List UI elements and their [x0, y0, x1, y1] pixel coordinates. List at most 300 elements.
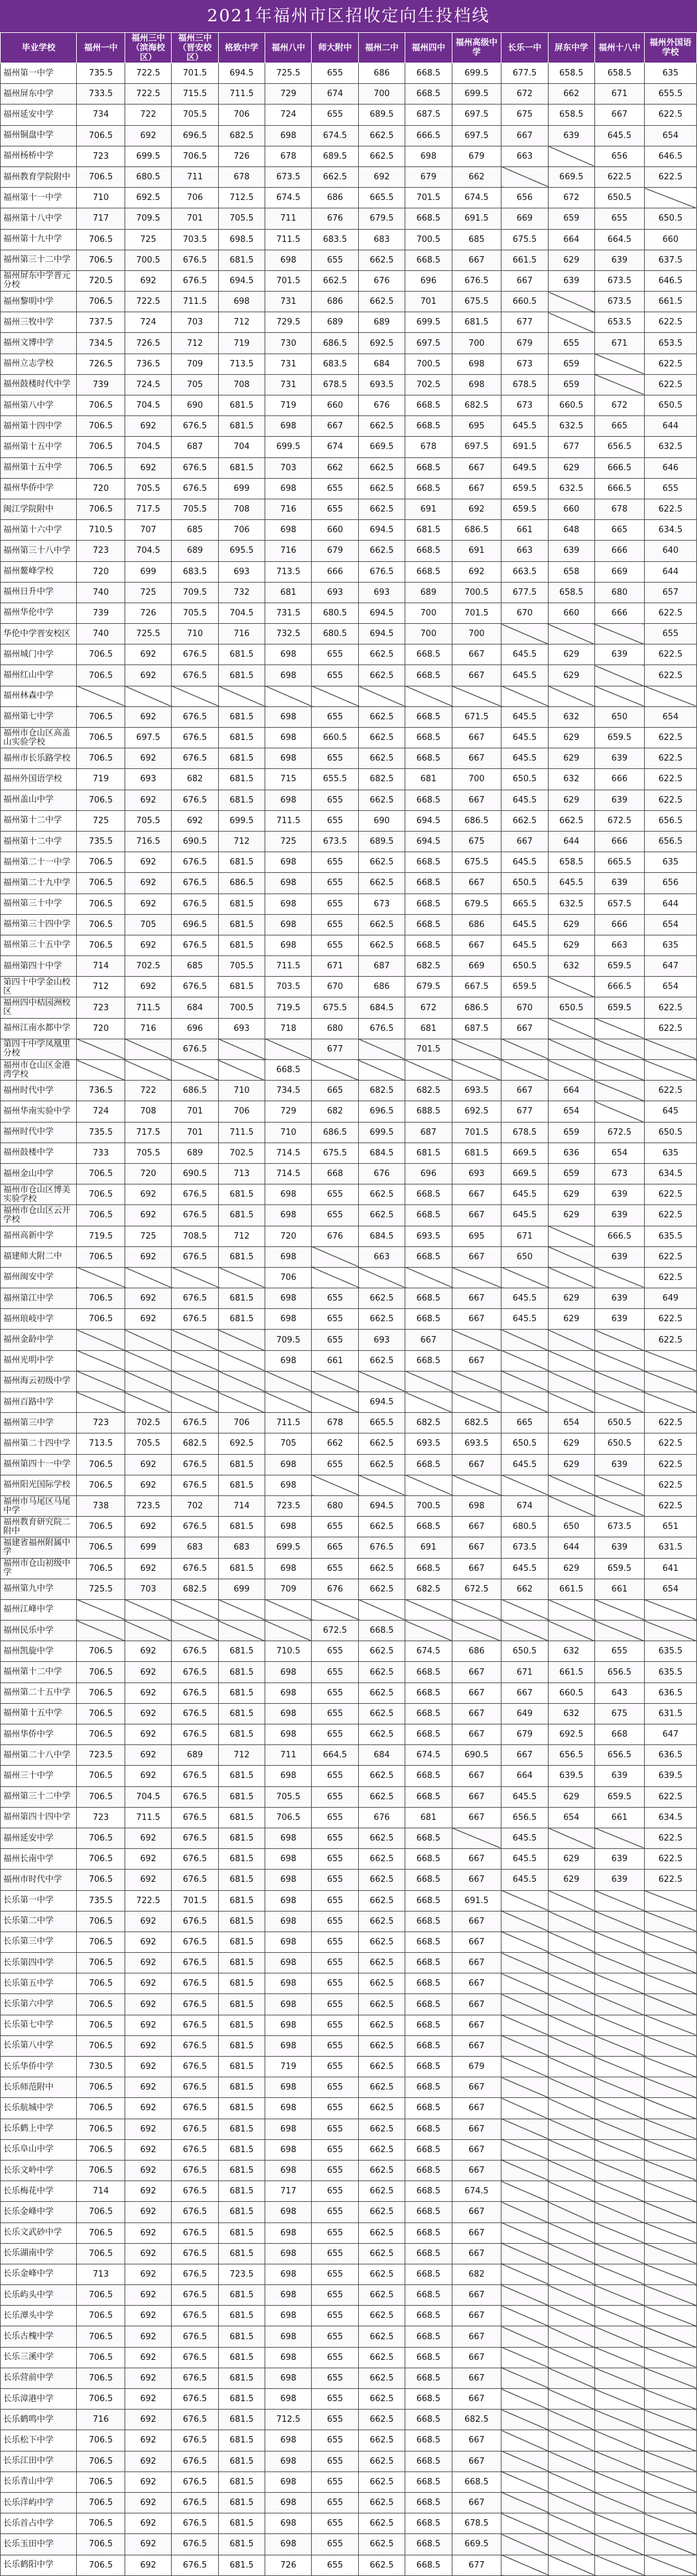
- score-cell: 668.5: [405, 1870, 452, 1890]
- score-cell: 668.5: [405, 2098, 452, 2119]
- score-cell: [265, 1621, 312, 1641]
- score-cell: 649.5: [501, 457, 548, 478]
- table-row: [1, 1745, 697, 1766]
- score-cell: 676.5: [172, 1828, 218, 1848]
- score-cell: 674.5: [405, 1641, 452, 1662]
- score-cell: 701.5: [405, 188, 452, 208]
- score-cell: 655: [312, 1205, 358, 1226]
- table-row: [1, 2389, 697, 2410]
- score-cell: 719.5: [77, 1226, 125, 1246]
- score-cell: [594, 2410, 644, 2430]
- score-cell: 676.5: [172, 1932, 218, 1952]
- score-cell: 692: [125, 1184, 171, 1205]
- score-cell: 662.5: [358, 2160, 405, 2181]
- score-cell: 672.5: [594, 1122, 644, 1143]
- score-cell: 723: [77, 1807, 125, 1828]
- score-cell: [594, 374, 644, 395]
- score-cell: [452, 1621, 501, 1641]
- score-cell: [594, 2471, 644, 2492]
- score-cell: 701.5: [405, 1039, 452, 1059]
- score-cell: [312, 1475, 358, 1495]
- score-cell: 676.5: [172, 2410, 218, 2430]
- score-cell: [405, 1475, 452, 1495]
- score-cell: 719.5: [265, 997, 312, 1018]
- score-cell: 682.5: [452, 395, 501, 416]
- score-cell: 693: [358, 582, 405, 603]
- score-cell: 691.5: [452, 1890, 501, 1911]
- score-cell: 706.5: [77, 416, 125, 437]
- score-cell: 682.5: [172, 1433, 218, 1454]
- score-cell: 696: [405, 1163, 452, 1184]
- score-cell: 733.5: [77, 84, 125, 105]
- score-cell: 692: [125, 457, 171, 478]
- score-cell: 650.5: [644, 1122, 696, 1143]
- score-cell: 655: [594, 1641, 644, 1662]
- table-body: [1, 63, 697, 2576]
- score-cell: 622.5: [644, 312, 696, 333]
- score-cell: 706.5: [77, 2160, 125, 2181]
- score-cell: 684: [358, 354, 405, 374]
- score-cell: 639: [594, 1454, 644, 1475]
- score-cell: 668.5: [405, 2222, 452, 2243]
- score-cell: 669.5: [548, 166, 594, 187]
- table-row: [1, 1890, 697, 1911]
- score-cell: 668.5: [405, 1454, 452, 1475]
- score-cell: 673: [594, 1163, 644, 1184]
- score-cell: 695.5: [218, 541, 265, 561]
- score-cell: 655: [312, 644, 358, 665]
- score-cell: 710: [218, 1081, 265, 1101]
- score-cell: 686.5: [312, 333, 358, 354]
- score-cell: 692: [125, 894, 171, 914]
- score-cell: 655: [644, 478, 696, 499]
- score-cell: 692: [125, 1246, 171, 1267]
- score-cell: 680.5: [125, 166, 171, 187]
- table-row: [1, 1641, 697, 1662]
- score-cell: 677.5: [501, 63, 548, 84]
- score-cell: 682: [172, 769, 218, 790]
- score-cell: 681.5: [218, 1517, 265, 1537]
- score-cell: 694.5: [405, 831, 452, 852]
- score-cell: 645.5: [501, 1454, 548, 1475]
- table-row: [1, 125, 697, 146]
- score-cell: 668.5: [405, 2326, 452, 2347]
- score-cell: 698: [265, 416, 312, 437]
- school-name-cell: 长乐古槐中学: [1, 2326, 77, 2347]
- score-cell: 645.5: [501, 1558, 548, 1579]
- score-cell: 645.5: [594, 125, 644, 146]
- school-name-cell: 福州光明中学: [1, 1350, 77, 1371]
- score-cell: 668.5: [405, 2139, 452, 2160]
- score-cell: 724.5: [125, 374, 171, 395]
- score-cell: [218, 686, 265, 706]
- score-cell: 682.5: [452, 2410, 501, 2430]
- score-cell: 706.5: [77, 1184, 125, 1205]
- score-cell: 674.5: [312, 125, 358, 146]
- school-name-cell: 长乐湖南中学: [1, 2243, 77, 2264]
- score-cell: 681.5: [218, 2139, 265, 2160]
- score-cell: 692: [125, 1475, 171, 1495]
- score-cell: 681.5: [218, 1870, 265, 1890]
- score-cell: 692: [125, 1994, 171, 2015]
- score-cell: 636: [548, 1143, 594, 1163]
- score-cell: 634.5: [644, 520, 696, 541]
- score-cell: 676.5: [172, 1786, 218, 1807]
- score-cell: 648: [548, 520, 594, 541]
- score-cell: 682: [452, 2264, 501, 2284]
- score-cell: 681.5: [218, 2534, 265, 2555]
- table-row: [1, 2139, 697, 2160]
- score-cell: 676: [358, 1163, 405, 1184]
- table-row: [1, 2098, 697, 2119]
- score-cell: [594, 1101, 644, 1122]
- score-cell: 663: [501, 146, 548, 166]
- score-cell: 655: [312, 1184, 358, 1205]
- score-cell: 666: [312, 561, 358, 582]
- school-name-cell: 福州第十二中学: [1, 1662, 77, 1682]
- page-title: 2021年福州市区招收定向生投档线: [0, 0, 697, 32]
- score-cell: [77, 686, 125, 706]
- score-cell: [358, 1060, 405, 1081]
- score-cell: 666: [594, 831, 644, 852]
- table-row: [1, 2119, 697, 2139]
- score-cell: 667: [452, 1973, 501, 1994]
- school-name-cell: 福州金龄中学: [1, 1330, 77, 1350]
- score-cell: 660: [312, 520, 358, 541]
- score-cell: 711.5: [265, 956, 312, 977]
- score-cell: 622.5: [644, 1849, 696, 1870]
- score-cell: 731: [265, 374, 312, 395]
- school-name-cell: 福州第八中学: [1, 395, 77, 416]
- score-cell: 655: [312, 1953, 358, 1973]
- table-row: [1, 270, 697, 291]
- score-cell: 662.5: [358, 1932, 405, 1952]
- score-cell: 681.5: [218, 1184, 265, 1205]
- score-cell: 706.5: [77, 914, 125, 935]
- score-cell: 681.5: [218, 2513, 265, 2534]
- school-name-cell: 福州鼓楼时代中学: [1, 374, 77, 395]
- score-cell: 706.5: [77, 2119, 125, 2139]
- score-cell: 666.5: [594, 457, 644, 478]
- score-cell: 657.5: [594, 894, 644, 914]
- score-cell: 734.5: [77, 333, 125, 354]
- score-cell: 698: [265, 914, 312, 935]
- score-cell: 650: [594, 706, 644, 727]
- school-name-cell: 福州第三十二中学: [1, 250, 77, 270]
- score-cell: 735.5: [77, 1890, 125, 1911]
- score-cell: 681.5: [218, 914, 265, 935]
- table-row: [1, 582, 697, 603]
- school-name-cell: 长乐第一中学: [1, 1890, 77, 1911]
- score-cell: 698: [265, 1246, 312, 1267]
- score-cell: 720.5: [77, 270, 125, 291]
- score-cell: 681.5: [218, 1558, 265, 1579]
- score-cell: 668.5: [405, 2430, 452, 2451]
- score-cell: 655: [312, 852, 358, 873]
- score-cell: 656: [501, 188, 548, 208]
- score-cell: 720: [77, 478, 125, 499]
- score-cell: 692: [125, 1205, 171, 1226]
- school-name-cell: 福州杨桥中学: [1, 146, 77, 166]
- score-cell: 655: [312, 2098, 358, 2119]
- score-cell: 732.5: [265, 624, 312, 644]
- score-cell: 725.5: [265, 63, 312, 84]
- score-cell: 668.5: [405, 541, 452, 561]
- score-cell: 681.5: [218, 1890, 265, 1911]
- school-name-cell: 第四十中学金山校区: [1, 977, 77, 997]
- score-cell: 706.5: [77, 292, 125, 312]
- score-cell: 655: [312, 2181, 358, 2202]
- score-cell: 668.5: [405, 748, 452, 769]
- score-cell: [501, 1994, 548, 2015]
- score-cell: 684.5: [358, 1143, 405, 1163]
- score-cell: 723: [77, 541, 125, 561]
- score-cell: 676.5: [172, 1662, 218, 1682]
- score-cell: 662.5: [358, 2181, 405, 2202]
- score-cell: [77, 1599, 125, 1620]
- school-name-cell: 长乐第四中学: [1, 1953, 77, 1973]
- score-cell: 664.5: [594, 229, 644, 250]
- table-row: [1, 2471, 697, 2492]
- table-row: [1, 665, 697, 686]
- score-cell: 692: [125, 2555, 171, 2575]
- score-cell: 676.5: [172, 1246, 218, 1267]
- score-cell: 706.5: [77, 2492, 125, 2513]
- score-cell: 681.5: [218, 2057, 265, 2077]
- score-cell: 698: [265, 935, 312, 955]
- score-cell: 622.5: [644, 1205, 696, 1226]
- score-cell: [594, 2451, 644, 2471]
- score-cell: 692.5: [548, 1724, 594, 1745]
- score-cell: 725: [77, 810, 125, 831]
- score-cell: 655: [312, 1890, 358, 1911]
- score-cell: [501, 2202, 548, 2222]
- score-cell: 656: [594, 146, 644, 166]
- score-cell: 640: [644, 541, 696, 561]
- score-cell: 733: [77, 1143, 125, 1163]
- score-cell: 702.5: [218, 1143, 265, 1163]
- score-cell: 662.5: [358, 416, 405, 437]
- score-cell: 660.5: [548, 395, 594, 416]
- score-cell: [548, 1911, 594, 1932]
- score-cell: 645.5: [501, 1288, 548, 1309]
- score-cell: 681.5: [218, 1849, 265, 1870]
- score-cell: 739: [77, 374, 125, 395]
- score-cell: 634.5: [644, 1163, 696, 1184]
- score-cell: 700.5: [405, 229, 452, 250]
- score-cell: 668.5: [405, 2015, 452, 2035]
- score-table: [0, 32, 697, 2576]
- score-cell: 668.5: [405, 1932, 452, 1952]
- score-cell: [405, 1371, 452, 1392]
- score-cell: 639: [594, 1205, 644, 1226]
- score-cell: 682.5: [405, 956, 452, 977]
- score-cell: [644, 2347, 696, 2368]
- score-cell: 711: [265, 208, 312, 229]
- score-cell: [548, 1828, 594, 1848]
- score-cell: 714.5: [265, 1143, 312, 1163]
- score-cell: 692: [125, 2098, 171, 2119]
- score-cell: 667: [452, 790, 501, 810]
- score-cell: 693: [125, 769, 171, 790]
- score-cell: 662.5: [358, 2306, 405, 2326]
- score-cell: 676.5: [172, 2368, 218, 2388]
- score-cell: 659.5: [594, 956, 644, 977]
- table-row: [1, 1517, 697, 1537]
- score-cell: 667: [452, 1350, 501, 1371]
- score-cell: 669.5: [452, 2534, 501, 2555]
- score-cell: 667: [452, 665, 501, 686]
- score-cell: 655: [312, 1309, 358, 1330]
- score-cell: 675.5: [501, 229, 548, 250]
- score-cell: 632.5: [548, 894, 594, 914]
- score-cell: 678.5: [312, 374, 358, 395]
- score-cell: 686.5: [312, 1122, 358, 1143]
- school-name-cell: 长乐金峰中学: [1, 2264, 77, 2284]
- score-cell: 735.5: [77, 1122, 125, 1143]
- score-cell: 692: [125, 2368, 171, 2388]
- score-cell: [548, 1932, 594, 1952]
- score-cell: 667: [501, 1745, 548, 1766]
- score-cell: 672: [501, 84, 548, 105]
- score-cell: [594, 1890, 644, 1911]
- table-row: [1, 1018, 697, 1039]
- score-cell: 639: [594, 1288, 644, 1309]
- score-cell: 676.5: [172, 2306, 218, 2326]
- score-cell: 667: [452, 2015, 501, 2035]
- column-header-school-7: 福州二中: [358, 33, 405, 63]
- score-cell: 629: [548, 914, 594, 935]
- score-cell: [218, 1330, 265, 1350]
- column-header-school-8: 福州四中: [405, 33, 452, 63]
- score-cell: [548, 2243, 594, 2264]
- score-cell: [594, 1039, 644, 1059]
- score-cell: 662.5: [358, 1911, 405, 1932]
- score-cell: 667: [452, 1807, 501, 1828]
- score-cell: 662.5: [358, 250, 405, 270]
- table-row: [1, 1350, 697, 1371]
- score-cell: 704.5: [125, 437, 171, 457]
- score-cell: 724: [125, 312, 171, 333]
- score-cell: 725: [125, 582, 171, 603]
- school-name-cell: 福州第十六中学: [1, 520, 77, 541]
- score-cell: 656.5: [548, 1745, 594, 1766]
- score-cell: 660: [548, 603, 594, 623]
- score-cell: 655: [594, 208, 644, 229]
- score-cell: 712: [77, 977, 125, 997]
- score-cell: 678: [312, 1413, 358, 1433]
- school-name-cell: 福建师大附二中: [1, 1246, 77, 1267]
- score-cell: [501, 2181, 548, 2202]
- table-row: [1, 499, 697, 519]
- score-cell: 672.5: [312, 1621, 358, 1641]
- score-cell: 710.5: [265, 1641, 312, 1662]
- score-cell: 676.5: [172, 2534, 218, 2555]
- score-cell: 622.5: [644, 1267, 696, 1288]
- score-cell: [644, 2222, 696, 2243]
- score-cell: 655: [312, 1766, 358, 1786]
- school-name-cell: 福州第三中学: [1, 1413, 77, 1433]
- score-cell: 692: [125, 2347, 171, 2368]
- score-cell: [501, 1932, 548, 1952]
- score-cell: 666.5: [594, 977, 644, 997]
- score-cell: 706.5: [77, 2513, 125, 2534]
- score-cell: 706.5: [77, 2077, 125, 2098]
- score-cell: 666.5: [405, 125, 452, 146]
- score-cell: 670: [501, 603, 548, 623]
- table-row: [1, 188, 697, 208]
- score-cell: 700.5: [405, 354, 452, 374]
- school-name-cell: 福州时代中学: [1, 1122, 77, 1143]
- score-cell: [644, 1973, 696, 1994]
- score-cell: 676.5: [172, 2492, 218, 2513]
- table-row: [1, 624, 697, 644]
- score-cell: 692: [125, 2430, 171, 2451]
- score-cell: 631.5: [644, 1703, 696, 1724]
- school-name-cell: 福州第三十二中学: [1, 1786, 77, 1807]
- score-cell: 723.5: [218, 2264, 265, 2284]
- score-cell: 676: [358, 1807, 405, 1828]
- score-cell: 622.5: [644, 499, 696, 519]
- score-cell: 662.5: [358, 2243, 405, 2264]
- score-cell: 687: [358, 956, 405, 977]
- score-cell: [501, 686, 548, 706]
- score-cell: 701.5: [172, 1890, 218, 1911]
- score-cell: 668.5: [405, 1517, 452, 1537]
- score-cell: [501, 166, 548, 187]
- score-cell: [594, 2057, 644, 2077]
- score-cell: 694.5: [218, 63, 265, 84]
- score-cell: 696.5: [172, 125, 218, 146]
- score-cell: 681.5: [218, 2555, 265, 2575]
- score-cell: [644, 2534, 696, 2555]
- score-cell: 632.5: [548, 416, 594, 437]
- score-cell: [501, 2139, 548, 2160]
- score-cell: 725: [125, 1226, 171, 1246]
- score-cell: [594, 1392, 644, 1413]
- table-row: [1, 2077, 697, 2098]
- score-cell: 629: [548, 790, 594, 810]
- score-cell: [548, 1330, 594, 1350]
- school-name-cell: 长乐第八中学: [1, 2035, 77, 2056]
- score-cell: 668.5: [452, 2471, 501, 2492]
- score-cell: 656.5: [594, 1745, 644, 1766]
- score-cell: 699.5: [358, 1122, 405, 1143]
- column-header-school-3: 福州三中（晋安校区）: [172, 33, 218, 63]
- score-cell: 681.5: [218, 2243, 265, 2264]
- score-cell: 665: [594, 520, 644, 541]
- score-cell: 622.5: [644, 374, 696, 395]
- score-cell: [501, 2555, 548, 2575]
- table-row: [1, 603, 697, 623]
- score-cell: 662.5: [358, 2015, 405, 2035]
- score-cell: 676: [358, 270, 405, 291]
- score-cell: 681.5: [218, 2035, 265, 2056]
- score-cell: 706.5: [77, 2347, 125, 2368]
- score-cell: 677: [501, 312, 548, 333]
- score-cell: 676.5: [172, 2035, 218, 2056]
- score-cell: 659: [548, 374, 594, 395]
- score-cell: [312, 1371, 358, 1392]
- table-row: [1, 1205, 697, 1226]
- score-cell: 704.5: [125, 395, 171, 416]
- score-cell: [125, 1392, 171, 1413]
- score-cell: 698: [265, 2264, 312, 2284]
- score-cell: [594, 1060, 644, 1081]
- score-cell: 662.5: [358, 2202, 405, 2222]
- score-cell: 709.5: [172, 582, 218, 603]
- score-cell: 667: [452, 2451, 501, 2471]
